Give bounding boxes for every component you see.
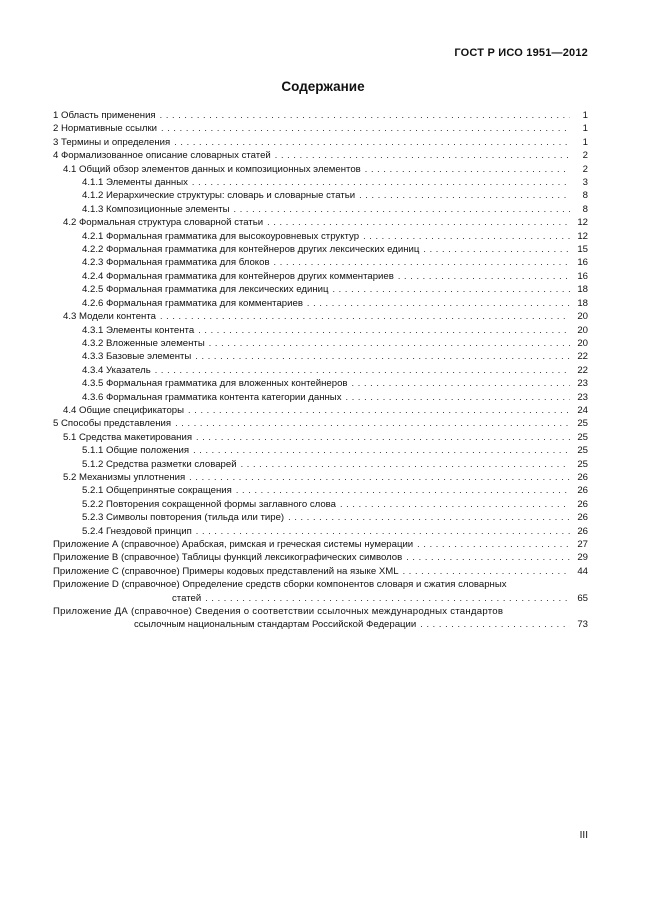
toc-entry-title: 4.1.2 Иерархические структуры: словарь и словарные статьи (82, 190, 356, 202)
toc-entry-title: 4.3.2 Вложенные элементы (82, 337, 205, 349)
toc-entry-page: 26 (577, 471, 588, 483)
toc-entry-page: 16 (577, 270, 588, 282)
toc-entry-title: 4.1.1 Элементы данных (82, 177, 188, 189)
dot-leader (155, 364, 570, 377)
toc-entry[interactable] (53, 551, 588, 564)
toc-entry-page: 23 (577, 378, 588, 390)
toc-entry[interactable] (53, 243, 588, 256)
toc-entry-title: 4.1 Общий обзор элементов данных и композиционных элементов (63, 163, 361, 175)
toc-entry[interactable] (53, 189, 588, 202)
toc-entry-title: Приложение С (справочное) Примеры кодовых представлений на языке XML (53, 565, 399, 577)
toc-entry[interactable] (53, 163, 588, 176)
toc-entry-title: 4.2.4 Формальная грамматика для контейнеров других комментариев (82, 270, 394, 282)
toc-entry[interactable] (53, 431, 588, 444)
toc-entry-title: Приложение В (справочное) Таблицы функций лексикографических символов (53, 552, 403, 564)
dot-leader (417, 538, 570, 551)
dot-leader (205, 592, 570, 605)
dot-leader (188, 404, 570, 417)
toc-entry-title: 4.3.1 Элементы контента (82, 324, 195, 336)
toc-entry-title: Приложение А (справочное) Арабская, римская и греческая системы нумерации (53, 539, 414, 550)
toc-entry[interactable] (53, 109, 588, 122)
toc-entry[interactable] (53, 122, 588, 135)
toc-entry-page: 2 (582, 150, 588, 162)
dot-leader (288, 511, 570, 524)
toc-entry-page: 2 (582, 163, 588, 175)
toc-entry-page: 20 (577, 337, 588, 349)
toc-entry[interactable] (53, 364, 588, 377)
toc-entry-title: 4.1.3 Композиционные элементы (82, 203, 230, 215)
toc-entry-page: 44 (577, 565, 588, 577)
dot-leader (196, 431, 570, 444)
toc-entry[interactable] (53, 256, 588, 269)
toc-entry-title: 4.4 Общие спецификаторы (63, 404, 185, 416)
toc-entry-page: 1 (582, 123, 588, 135)
dot-leader (160, 109, 570, 122)
toc-entry[interactable] (53, 404, 588, 417)
dot-leader (234, 203, 570, 216)
toc-entry[interactable] (53, 484, 588, 497)
dot-leader (236, 484, 570, 497)
dot-leader (274, 256, 570, 269)
toc-entry-title: 4.3 Модели контента (63, 311, 156, 323)
toc-entry[interactable] (53, 444, 588, 457)
toc-entry[interactable] (53, 337, 588, 350)
toc-entry-title: 1 Область применения (53, 110, 156, 121)
toc-entry-title: 5.1 Средства макетирования (63, 431, 193, 443)
toc-entry[interactable] (53, 149, 588, 162)
dot-leader (267, 216, 570, 229)
toc-entry-title: 2 Нормативные ссылки (53, 123, 158, 135)
toc-entry[interactable] (53, 458, 588, 471)
toc-entry-title-line2: статей (172, 592, 202, 604)
dot-leader (175, 417, 570, 430)
toc-entry[interactable] (53, 391, 588, 404)
toc-entry[interactable] (53, 136, 588, 149)
page-title: Содержание (281, 79, 365, 94)
dot-leader (198, 324, 570, 337)
dot-leader (161, 122, 570, 135)
toc-entry-title: 5.2.1 Общепринятые сокращения (82, 485, 232, 497)
dot-leader (241, 458, 570, 471)
table-of-contents (53, 109, 588, 632)
document-code: ГОСТ Р ИСО 1951—2012 (454, 47, 588, 59)
dot-leader (352, 377, 570, 390)
dot-leader (363, 230, 570, 243)
toc-entry[interactable] (53, 350, 588, 363)
toc-entry-title: 4.3.4 Указатель (82, 364, 151, 376)
toc-entry-page: 15 (577, 244, 588, 256)
toc-entry-appendix-d[interactable] (53, 578, 588, 605)
toc-entry-page: 24 (577, 404, 588, 416)
page-number: III (579, 830, 588, 841)
toc-entry[interactable] (53, 471, 588, 484)
toc-entry-title: 4.2 Формальная структура словарной статьи (63, 217, 264, 229)
toc-entry-page: 25 (577, 418, 588, 430)
toc-entry-title: 4.3.6 Формальная грамматика контента категории данных (82, 391, 342, 403)
toc-entry-page: 29 (577, 552, 588, 564)
dot-leader (307, 297, 570, 310)
toc-entry[interactable] (53, 377, 588, 390)
toc-entry-page: 22 (577, 364, 588, 376)
toc-entry[interactable] (53, 310, 588, 323)
toc-entry-page: 1 (582, 110, 588, 121)
toc-entry[interactable] (53, 203, 588, 216)
toc-entry-page: 26 (577, 485, 588, 497)
toc-entry-page: 65 (577, 592, 588, 604)
toc-entry-page: 3 (582, 177, 588, 189)
toc-entry-page: 16 (577, 257, 588, 269)
toc-entry-title: 4.2.3 Формальная грамматика для блоков (82, 257, 270, 269)
toc-entry-page: 25 (577, 431, 588, 443)
toc-entry-page: 26 (577, 498, 588, 510)
toc-entry-title: 5.2.4 Гнездовой принцип (82, 525, 192, 537)
toc-entry-page: 22 (577, 351, 588, 363)
toc-entry-page: 26 (577, 525, 588, 537)
dot-leader (359, 189, 570, 202)
toc-entry-page: 23 (577, 391, 588, 403)
toc-entry-title: 5 Способы представления (53, 418, 172, 430)
toc-entry[interactable] (53, 230, 588, 243)
dot-leader (398, 270, 570, 283)
toc-entry-page: 18 (577, 284, 588, 296)
toc-entry[interactable] (53, 283, 588, 296)
toc-entry[interactable] (53, 270, 588, 283)
toc-entry[interactable] (53, 538, 588, 551)
toc-entry-page: 26 (577, 512, 588, 524)
toc-entry-title: 4.2.2 Формальная грамматика для контейнеров других лексических единиц (82, 244, 420, 256)
toc-entry-page: 20 (577, 324, 588, 336)
toc-entry-title: 5.2 Механизмы уплотнения (63, 471, 186, 483)
toc-entry-title: 4.3.3 Базовые элементы (82, 351, 192, 363)
dot-leader (275, 149, 570, 162)
toc-entry-page: 27 (577, 539, 588, 550)
dot-leader (192, 176, 570, 189)
dot-leader (174, 136, 570, 149)
toc-entry[interactable] (53, 216, 588, 229)
dot-leader (420, 618, 570, 631)
toc-entry-title: 5.1.1 Общие положения (82, 445, 190, 457)
dot-leader (346, 391, 570, 404)
toc-entry-title: 5.2.3 Символы повторения (тильда или тире) (82, 512, 285, 524)
toc-entry[interactable] (53, 511, 588, 524)
toc-entry-page: 1 (582, 136, 588, 148)
toc-entry-page: 12 (577, 230, 588, 242)
toc-entry-title-line1: Приложение D (справочное) Определение средств сборки компонентов словаря и сжатия словарных (53, 579, 507, 591)
toc-entry-title-line1: Приложение ДА (справочное) Сведения о соответствии ссылочных международных стандартов (53, 606, 504, 618)
toc-entry-appendix-da[interactable] (53, 605, 588, 632)
dot-leader (193, 444, 570, 457)
toc-entry[interactable] (53, 176, 588, 189)
dot-leader (189, 471, 570, 484)
toc-entry-page: 8 (582, 190, 588, 202)
dot-leader (209, 337, 570, 350)
toc-entry-title: 4.3.5 Формальная грамматика для вложенных контейнеров (82, 378, 348, 390)
toc-entry-title: 3 Термины и определения (53, 136, 171, 148)
toc-entry-title: 5.2.2 Повторения сокращенной формы заглавного слова (82, 498, 336, 510)
dot-leader (406, 551, 570, 564)
dot-leader (365, 163, 570, 176)
toc-entry-page: 25 (577, 445, 588, 457)
toc-entry[interactable] (53, 417, 588, 430)
toc-entry-page: 73 (577, 619, 588, 631)
toc-entry[interactable] (53, 324, 588, 337)
toc-entry-page: 20 (577, 311, 588, 323)
toc-entry[interactable] (53, 297, 588, 310)
toc-entry-page: 12 (577, 217, 588, 229)
dot-leader (332, 283, 570, 296)
dot-leader (195, 350, 570, 363)
toc-entry-title: 4.2.6 Формальная грамматика для комментариев (82, 297, 303, 309)
toc-entry-title: 4 Формализованное описание словарных статей (53, 150, 271, 162)
dot-leader (403, 565, 570, 578)
toc-entry-page: 25 (577, 458, 588, 470)
toc-entry-title: 4.2.5 Формальная грамматика для лексических единиц (82, 284, 329, 296)
toc-entry-title: 5.1.2 Средства разметки словарей (82, 458, 237, 470)
toc-entry-page: 18 (577, 297, 588, 309)
toc-entry[interactable] (53, 498, 588, 511)
dot-leader (340, 498, 570, 511)
toc-entry-title: 4.2.1 Формальная грамматика для высокоуровневых структур (82, 230, 360, 242)
toc-entry[interactable] (53, 565, 588, 578)
dot-leader (196, 525, 570, 538)
dot-leader (160, 310, 570, 323)
toc-entry-title-line2: ссылочным национальным стандартам Российской Федерации (134, 619, 417, 631)
toc-entry-page: 8 (582, 203, 588, 215)
toc-entry[interactable] (53, 525, 588, 538)
dot-leader (423, 243, 570, 256)
